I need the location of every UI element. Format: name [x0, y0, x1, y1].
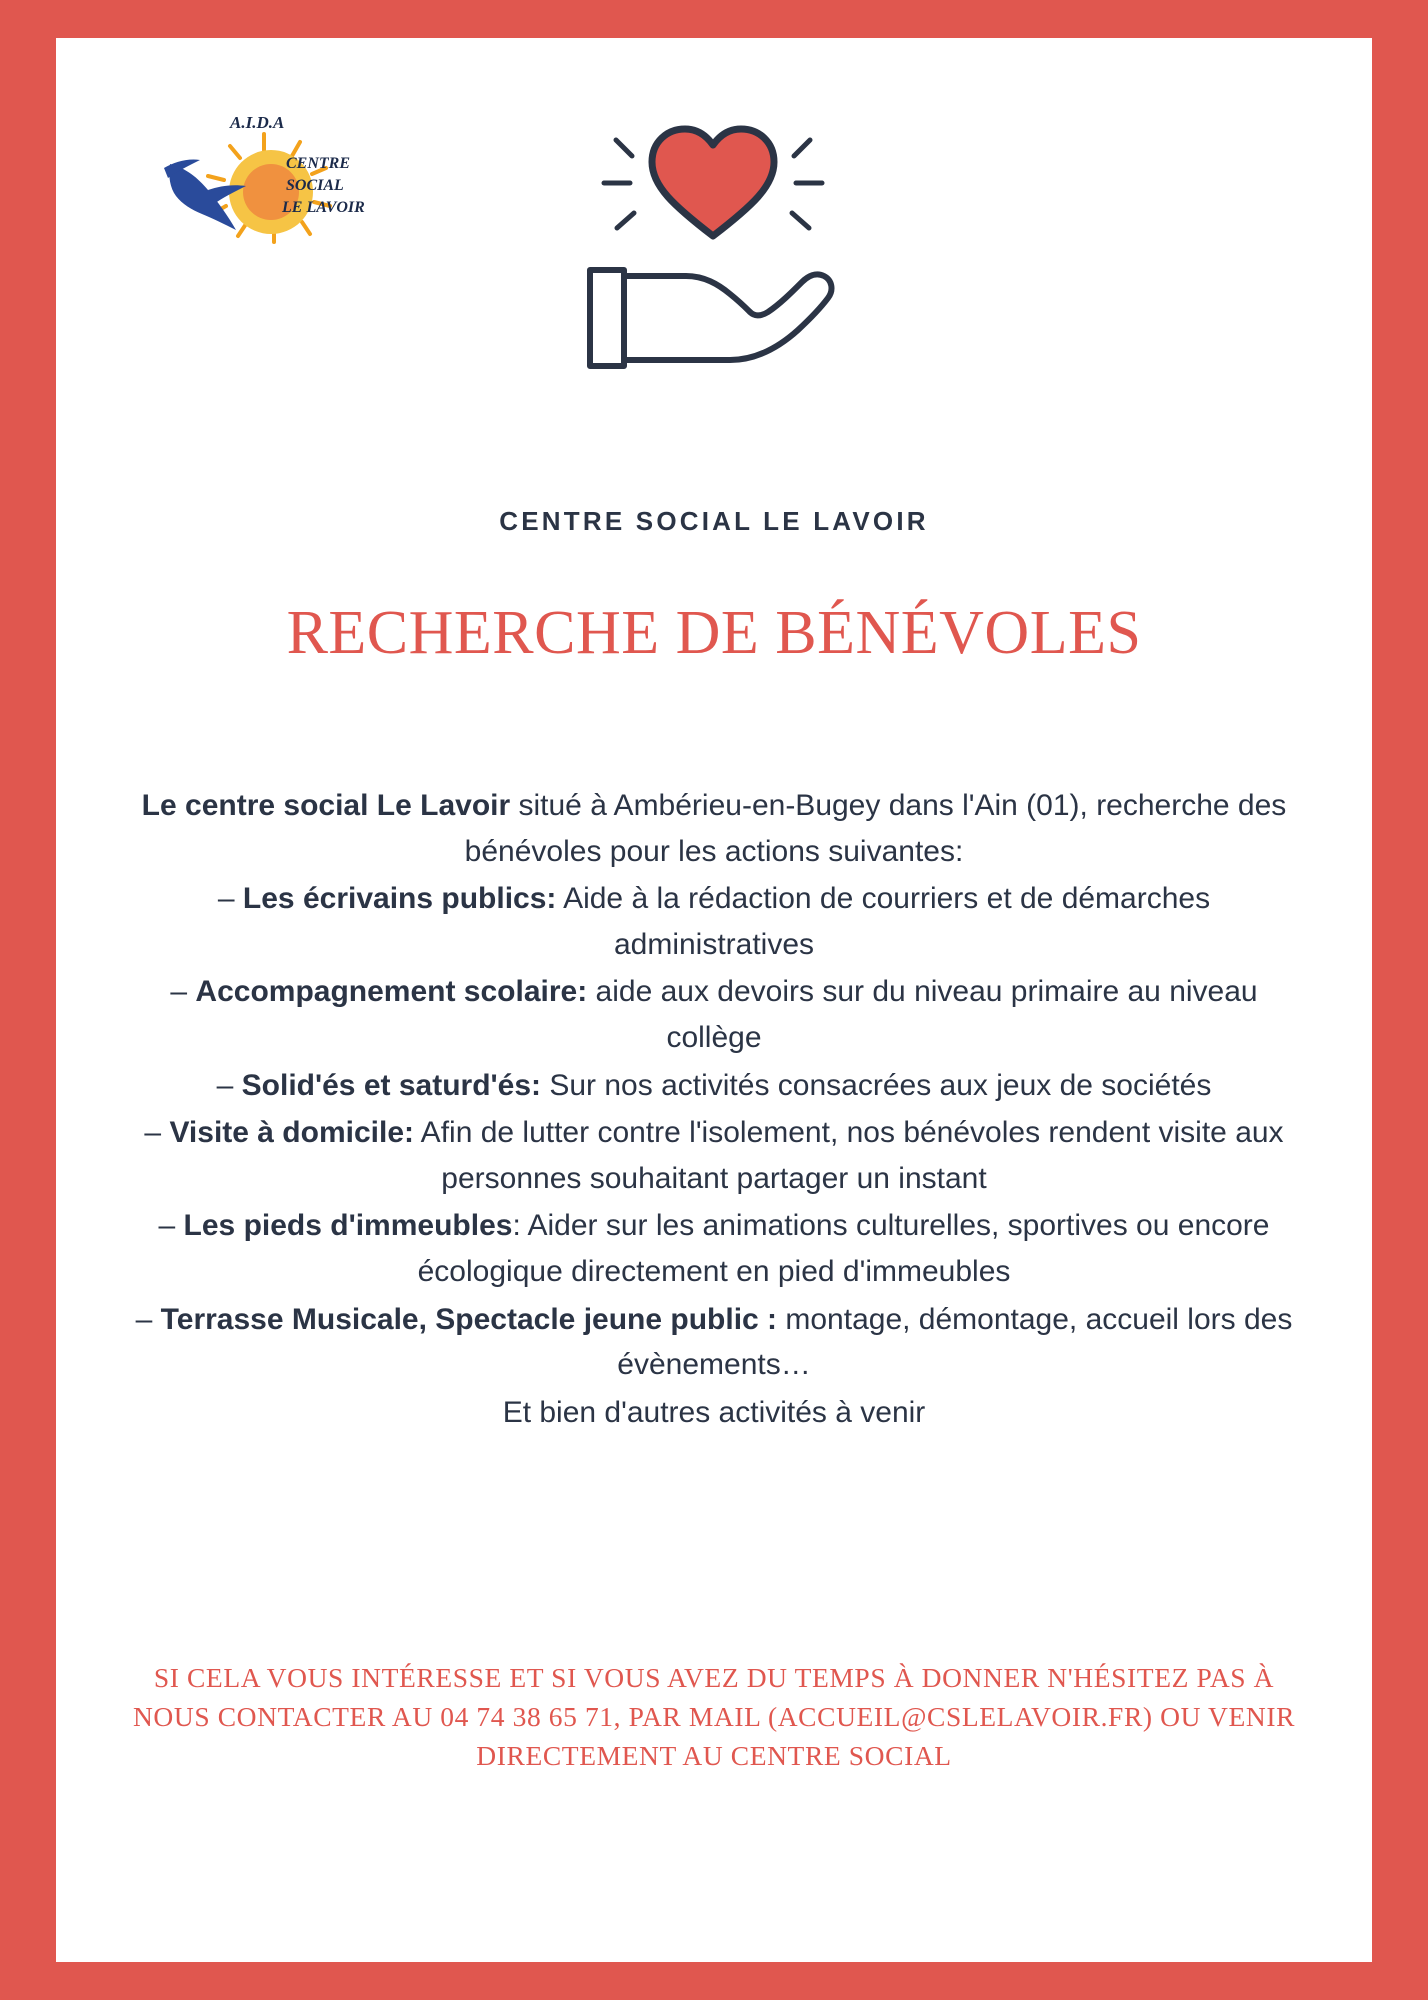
item-text: : Aider sur les animations culturelles, sportives ou encore écologique directement en pied d'immeubles: [417, 1209, 1270, 1288]
item-dash: –: [158, 1209, 176, 1243]
item-label: Solid'és et saturd'és:: [241, 1068, 542, 1102]
item-text: Aide à la rédaction de courriers et de démarches administratives: [556, 882, 1211, 961]
logo-text-social: SOCIAL: [286, 177, 344, 194]
item-text: Sur nos activités consacrées aux jeux de sociétés: [541, 1068, 1212, 1102]
closing-line: Et bien d'autres activités à venir: [502, 1395, 926, 1429]
intro-rest: situé à Ambérieu-en-Bugey dans l'Ain (01), recherche des bénévoles pour les actions suivantes:: [464, 789, 1287, 868]
item-dash: –: [144, 1116, 162, 1150]
list-item: [128, 876, 1300, 967]
item-text: aide aux devoirs sur du niveau primaire au niveau collège: [587, 975, 1258, 1054]
item-label: Les pieds d'immeubles: [183, 1209, 513, 1243]
item-label: Terrasse Musicale, Spectacle jeune public :: [160, 1302, 778, 1336]
item-dash: –: [217, 882, 235, 916]
item-dash: –: [135, 1302, 153, 1336]
contact-cta: SI CELA VOUS INTÉRESSE ET SI VOUS AVEZ DU TEMPS À DONNER N'HÉSITEZ PAS À NOUS CONTACTER AU 04 74 38 65 71, PAR MAIL (ACCUEIL@CSLELAVOIR.FR) OU VENIR DIRECTEMENT AU CENTRE SOCIAL: [132, 1662, 1296, 1772]
logo-text-centre: CENTRE: [286, 155, 351, 172]
list-item: [128, 1203, 1300, 1294]
heart-in-hand-icon: [554, 98, 874, 398]
item-text: montage, démontage, accueil lors des évènements…: [617, 1302, 1293, 1382]
list-item: [128, 1297, 1300, 1388]
logo-text-lelavoir: LE LAVOIR: [282, 199, 365, 216]
list-item: [128, 1063, 1300, 1109]
intro-paragraph: [128, 783, 1300, 874]
list-item: [128, 1110, 1300, 1201]
aida-logo: [134, 106, 384, 256]
page-title: RECHERCHE DE BÉNÉVOLES: [286, 599, 1142, 667]
intro-bold: Le centre social Le Lavoir: [141, 789, 511, 822]
item-label: Accompagnement scolaire:: [195, 975, 588, 1009]
item-dash: –: [216, 1068, 234, 1102]
item-label: Visite à domicile:: [169, 1116, 414, 1150]
page-subtitle-org: CENTRE SOCIAL LE LAVOIR: [499, 506, 929, 536]
item-text: Afin de lutter contre l'isolement, nos bénévoles rendent visite aux personnes souhaitant partager un instant: [414, 1116, 1284, 1195]
list-item: [128, 969, 1300, 1060]
logo-text-aida: A.I.D.A: [230, 113, 285, 132]
item-label: Les écrivains publics:: [242, 882, 557, 916]
body-content: [128, 783, 1300, 1437]
poster-page: [56, 38, 1372, 1962]
item-dash: –: [170, 975, 188, 1009]
